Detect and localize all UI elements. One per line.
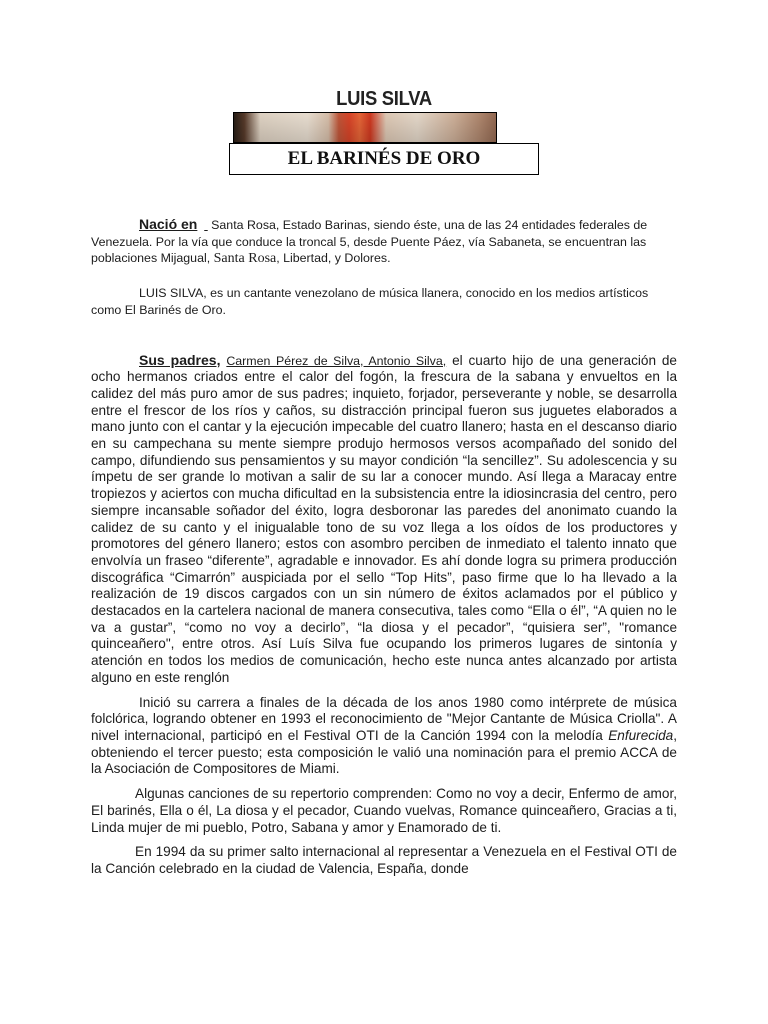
document-title: LUIS SILVA [336, 88, 432, 110]
song-title: Enfurecida [608, 727, 674, 743]
career-text: Inició su carrera a finales de la década de los anos 1980 como intérprete de música folclórica, logrando obtener en 1993 el reconocimiento de "Mejor Cantante de Música Criolla". A nivel internacional, participó en el Festival OTI de la Canción 1994 con la melodía [91, 694, 677, 743]
paragraph-lead: Sus padres, [139, 351, 221, 368]
parents-text: el cuarto hijo de una generación de ocho hermanos criados entre el calor del fogón, la frescura de la sabana y envueltos en la calidez del más puro amor de sus padres; inquieto, forjador, perseverante y noble, se desarrolla entre el frescor de los ríos y caños, su distracción principal fueron sus juguetes elaborados a mano junto con el cantar y la ejecución impecable del cuatro llanero; hasta en el descanso diario en su campechana su mente siempre produjo hermosos versos acompañado del sonido del campo, difundiendo sus pensamientos y su mayor condición “la sencillez”. Su adolescencia y su ímpetu de ser grande lo motivan a salir de su lar a conocer mundo. Así llega a Maracay entre tropiezos y aciertos con mucha dificultad en la subsistencia entre la idiosincrasia del centro, pero siempre incansable soñador del éxito, logra desboronar las paredes del anonimato cuando la calidez de su canto y el inigualable tono de su voz llega a los oídos de los productores y promotores del género llanero; estos con asombro perciben de inmediato el talento innato que envolvía un fraseo “diferente”, agradable e innovador. Es ahí donde logra su primera producción discográfica “Cimarrón” auspiciada por el sello “Top Hits”, paso firme que lo ha llevado a la realización de 19 discos cargados con un sin número de éxitos aclamados por el público y destacados en la cartelera nacional de manera consecutiva, tales como “Ella o él”, “A quien no le va a gustar”, “como no voy a decirlo”, “la diosa y el pecador”, “quisiera ser”, "romance quinceañero", entre otros. Así Luís Silva fue ocupando los primeros lugares de sintonía y atención en todos los medios de comunicación, hecho este nunca antes alcanzado por artista alguno en este renglón [91, 352, 677, 685]
parents-names: Carmen Pérez de Silva, Antonio Silva, [226, 353, 447, 368]
header-photo-shade [234, 113, 496, 142]
birthplace-text-end: , Libertad, y Dolores. [276, 251, 391, 266]
paragraph-repertoire [91, 786, 677, 836]
spacer-underline [204, 218, 207, 232]
document-body [91, 216, 677, 878]
paragraph-career [91, 695, 677, 779]
paragraph-birthplace [91, 216, 677, 268]
intro-text: LUIS SILVA, es un cantante venezolano de música llanera, conocido en los medios artísticos como El Barinés de Oro. [91, 286, 649, 317]
career-text-end: , obteniendo el tercer puesto; esta composición le valió una nominación para el premio ACCA de la Asociación de Compositores de Miami. [91, 727, 677, 777]
paragraph-intro [91, 285, 677, 318]
header-photo [233, 112, 497, 143]
paragraph-parents [91, 352, 677, 687]
birthplace-text: Santa Rosa, Estado Barinas, siendo éste, una de las 24 entidades federales de Venezuela. Por la vía que conduce la troncal 5, desde Puente Páez, vía Sabaneta, se encuentran las poblaciones Mijagual, [91, 218, 648, 266]
document-subtitle: EL BARINÉS DE ORO [229, 143, 539, 175]
international-text: En 1994 da su primer salto internacional al representar a Venezuela en el Festival OTI de la Canción celebrado en la ciudad de Valencia, España, donde [91, 844, 677, 876]
paragraph-international [91, 844, 677, 877]
place-name: Santa Rosa [213, 251, 277, 267]
paragraph-lead: Nació en [139, 216, 198, 232]
repertoire-text: Algunas canciones de su repertorio comprenden: Como no voy a decir, Enfermo de amor, El barinés, Ella o él, La diosa y el pecador, Cuando vuelvas, Romance quinceañero, Gracias a ti, Linda mujer de mi pueblo, Potro, Sabana y amor y Enamorado de ti. [91, 786, 677, 835]
